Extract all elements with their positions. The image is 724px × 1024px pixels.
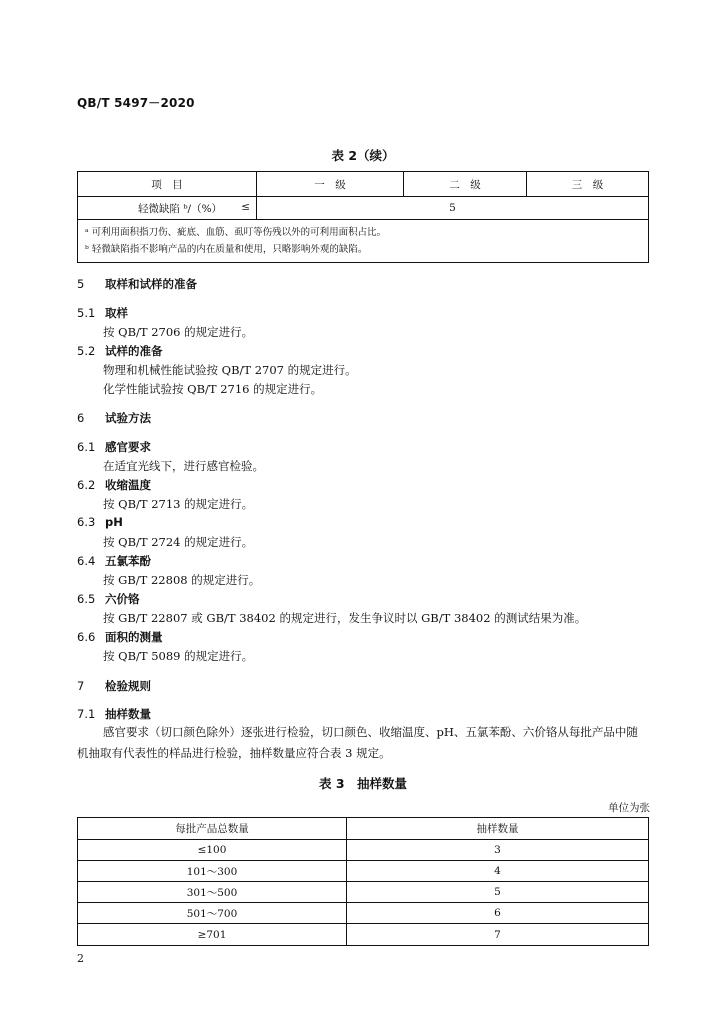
table3 xyxy=(77,817,649,946)
table2-header-grade1: 一 级 xyxy=(257,172,404,197)
table3-unit: 单位为张 xyxy=(608,802,650,814)
section-5-heading: 5 取样和试样的准备 xyxy=(77,277,197,291)
table3-header-lot-size: 每批产品总数量 xyxy=(78,818,347,840)
section-6-2-text: 按 QB/T 2713 的规定进行。 xyxy=(103,497,254,511)
section-5-2-text-2: 化学性能试验按 QB/T 2716 的规定进行。 xyxy=(103,382,323,396)
table2-caption: 表 2（续） xyxy=(331,148,395,163)
table-row xyxy=(78,903,649,924)
section-6-4-text: 按 GB/T 22808 的规定进行。 xyxy=(103,573,261,587)
table3-header-sample-size: 抽样数量 xyxy=(347,818,649,840)
section-5-2-text-1: 物理和机械性能试验按 QB/T 2707 的规定进行。 xyxy=(103,363,357,377)
sample-size-cell: 7 xyxy=(347,924,649,946)
sample-size-cell: 3 xyxy=(347,840,649,861)
table-row xyxy=(78,861,649,882)
table-row xyxy=(78,882,649,903)
lot-size-cell: ≥701 xyxy=(78,924,347,946)
table2-header-grade2: 二 级 xyxy=(404,172,527,197)
section-6-3-heading: 6.3 pH xyxy=(77,515,123,529)
table2-header-grade3: 三 级 xyxy=(527,172,649,197)
section-5-1-text: 按 QB/T 2706 的规定进行。 xyxy=(103,325,254,339)
section-7-1-paragraph: 感官要求（切口颜色除外）逐张进行检验，切口颜色、收缩温度、pH、五氯苯酚、六价铬从每批产品中随机抽取有代表性的样品进行检验，抽样数量应符合表 3 规定。 xyxy=(77,725,638,760)
table-row xyxy=(78,840,649,861)
sample-size-cell: 4 xyxy=(347,861,649,882)
section-6-6-heading: 6.6 面积的测量 xyxy=(77,630,163,644)
sample-size-cell: 6 xyxy=(347,903,649,924)
section-5-2-heading: 5.2 试样的准备 xyxy=(77,344,163,358)
lot-size-cell: 501～700 xyxy=(78,903,347,924)
table2-note-a: ᵃ 可利用面积指刀伤、疵底、血筋、虱叮等伤残以外的可利用面积占比。 xyxy=(85,227,387,238)
standard-code: QB/T 5497－2020 xyxy=(77,96,195,110)
table3-caption: 表 3 抽样数量 xyxy=(318,776,408,791)
table2 xyxy=(77,171,649,263)
section-7-heading: 7 检验规则 xyxy=(77,679,151,693)
sample-size-cell: 5 xyxy=(347,882,649,903)
section-5-1-heading: 5.1 取样 xyxy=(77,306,128,320)
table2-notes-row xyxy=(78,220,649,263)
section-6-4-heading: 6.4 五氯苯酚 xyxy=(77,554,151,568)
minor-defect-label: 轻微缺陷 ᵇ/（%） xyxy=(138,202,223,215)
section-7-1-heading: 7.1 抽样数量 xyxy=(77,707,151,721)
table2-header-item: 项 目 xyxy=(78,172,257,197)
table-row xyxy=(78,924,649,946)
lot-size-cell: ≤100 xyxy=(78,840,347,861)
lot-size-cell: 101～300 xyxy=(78,861,347,882)
minor-defect-value: 5 xyxy=(257,197,649,220)
le-symbol: ≤ xyxy=(241,200,250,213)
page-number: 2 xyxy=(77,952,84,965)
section-6-heading: 6 试验方法 xyxy=(77,411,151,425)
section-6-5-text: 按 GB/T 22807 或 GB/T 38402 的规定进行，发生争议时以 GB/T 38402 的测试结果为准。 xyxy=(103,611,587,625)
table2-row-minor-defect xyxy=(78,197,649,220)
table2-header-row xyxy=(78,172,649,197)
section-6-3-text: 按 QB/T 2724 的规定进行。 xyxy=(103,535,254,549)
lot-size-cell: 301～500 xyxy=(78,882,347,903)
section-6-2-heading: 6.2 收缩温度 xyxy=(77,478,151,492)
section-6-6-text: 按 QB/T 5089 的规定进行。 xyxy=(103,649,254,663)
section-6-1-heading: 6.1 感官要求 xyxy=(77,440,151,454)
table2-note-b: ᵇ 轻微缺陷指不影响产品的内在质量和使用，只略影响外观的缺陷。 xyxy=(85,244,368,255)
section-6-1-text: 在适宜光线下，进行感官检验。 xyxy=(103,459,264,473)
section-6-5-heading: 6.5 六价铬 xyxy=(77,592,140,606)
table3-header-row xyxy=(78,818,649,840)
table2-item-cell xyxy=(78,197,257,220)
